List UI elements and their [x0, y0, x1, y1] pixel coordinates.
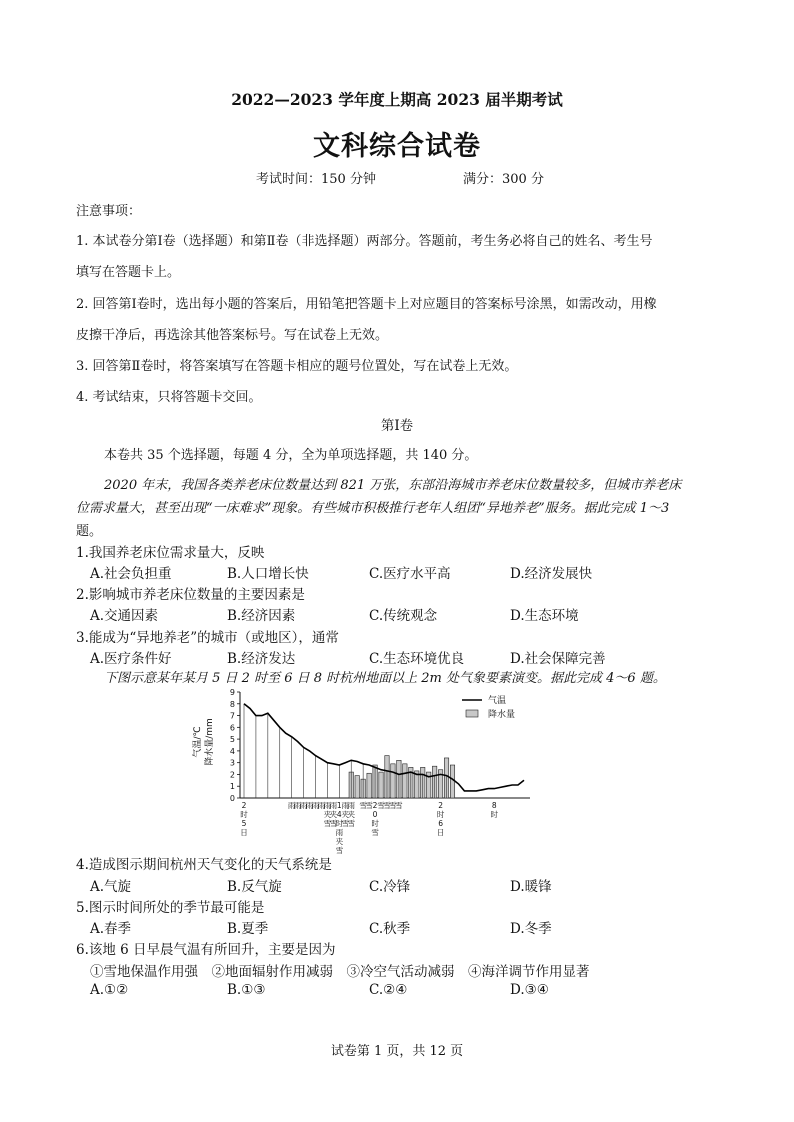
precip-bar	[379, 772, 383, 798]
x-tick-label: 1	[336, 801, 342, 810]
x-tick-label: 2	[372, 801, 378, 810]
x-tick-label: 夹	[329, 810, 338, 819]
x-tick-label: 4	[336, 810, 342, 819]
y-tick-label: 6	[229, 723, 235, 733]
question-2-option-d: D.生态环境	[510, 608, 579, 624]
exam-time: 考试时间：150 分钟	[256, 172, 376, 187]
question-6-option-b: B.①③	[227, 982, 266, 998]
question-1-option-d: D.经济发展快	[510, 566, 593, 582]
question-5-stem: 5.图示时间所处的季节最可能是	[76, 900, 265, 916]
subject-title: 文科综合试卷	[313, 131, 481, 162]
question-6-statements: ①雪地保温作用强 ②地面辐射作用减弱 ③冷空气活动减弱 ④海洋调节作用显著	[90, 964, 590, 980]
passage-1-line-3: 题。	[76, 524, 103, 539]
y-tick-label: 7	[229, 711, 235, 721]
x-tick-label: 雨	[299, 801, 308, 810]
x-tick-label: 日	[436, 828, 445, 837]
legend-temp-label: 气温	[488, 696, 507, 706]
y-tick-label: 4	[229, 746, 235, 756]
question-3-option-d: D.社会保障完善	[510, 651, 606, 667]
question-3-option-b: B.经济发达	[227, 651, 296, 667]
question-2-option-a: A.交通因素	[90, 608, 159, 624]
x-tick-label: 雪	[335, 846, 344, 855]
x-tick-label: 雪	[347, 819, 355, 828]
x-tick-label: 雨	[341, 801, 350, 810]
notice-item-1-line-1: 1. 本试卷分第Ⅰ卷（选择题）和第Ⅱ卷（非选择题）两部分。答题前，考生务必将自己的姓名、考生号	[76, 234, 653, 249]
question-3-stem: 3.能成为“异地养老”的城市（或地区），通常	[76, 630, 339, 646]
x-tick-label: 雪	[365, 801, 373, 810]
passage-1-line-2: 位需求量大，甚至出现“一床难求”现象。有些城市积极推行老年人组团“异地养老”服务。据此完成 1～3	[76, 501, 670, 516]
x-tick-label: 雨	[287, 801, 296, 810]
question-2-option-c: C.传统观念	[369, 608, 438, 624]
question-3-option-a: A.医疗条件好	[90, 651, 172, 667]
legend-precip-label: 降水量	[488, 710, 516, 720]
x-tick-label: 时	[371, 819, 379, 828]
passage-1-line-1: 2020 年末，我国各类养老床位数量达到 821 万张，东部沿海城市养老床位数量较多，但城市养老床	[104, 478, 682, 493]
y-tick-label: 8	[229, 699, 235, 709]
weather-chart	[190, 686, 550, 855]
x-tick-label: 雪	[323, 819, 332, 828]
section-title: 第Ⅰ卷	[380, 418, 414, 434]
question-4-stem: 4.造成图示期间杭州天气变化的天气系统是	[76, 857, 332, 873]
x-tick-label: 2	[241, 801, 247, 810]
question-5-option-b: B.夏季	[227, 921, 269, 937]
x-tick-label: 6	[438, 819, 443, 828]
y-tick-label: 5	[229, 735, 235, 745]
question-2-stem: 2.影响城市养老床位数量的主要因素是	[76, 587, 305, 603]
passage-2: 下图示意某年某月 5 日 2 时至 6 日 8 时杭州地面以上 2m 处气象要素演变。据此完成 4～6 题。	[104, 671, 666, 686]
x-tick-label: 时	[335, 819, 344, 828]
y-tick-label: 2	[229, 770, 235, 780]
y-tick-label: 0	[229, 794, 235, 803]
y-tick-label: 3	[229, 758, 235, 768]
x-tick-label: 雪	[329, 819, 338, 828]
x-tick-label: 夹	[323, 810, 332, 819]
x-tick-label: 0	[372, 810, 378, 819]
x-tick-label: 雨	[347, 801, 355, 810]
x-tick-label: 雪	[341, 819, 350, 828]
x-tick-label: 时	[240, 810, 248, 819]
notice-heading: 注意事项：	[76, 204, 142, 219]
x-tick-label: 日	[240, 828, 248, 837]
x-tick-label: 雪	[359, 801, 367, 810]
x-tick-label: 夹	[335, 837, 344, 846]
question-6-option-a: A.①②	[90, 982, 129, 998]
question-4-option-a: A.气旋	[90, 879, 132, 895]
notice-item-3: 3. 回答第Ⅱ卷时，将答案填写在答题卡相应的题号位置处，写在试卷上无效。	[76, 359, 518, 374]
question-4-option-c: C.冷锋	[369, 879, 411, 895]
notice-item-1-line-2: 填写在答题卡上。	[76, 265, 181, 280]
x-tick-label: 5	[241, 819, 247, 828]
x-tick-label: 2	[438, 801, 443, 810]
x-tick-label: 雨	[335, 828, 344, 837]
x-tick-label: 雨	[323, 801, 332, 810]
question-5-option-a: A.春季	[90, 921, 132, 937]
x-tick-label: 雪	[389, 801, 397, 810]
x-tick-label: 雨	[311, 801, 320, 810]
x-tick-label: 8	[491, 801, 497, 810]
legend-precip-swatch	[466, 710, 478, 717]
exam-score: 满分：300 分	[463, 172, 544, 187]
x-tick-label: 雪	[371, 828, 379, 837]
notice-item-4: 4. 考试结束，只将答题卡交回。	[76, 390, 262, 405]
question-6-option-c: C.②④	[369, 982, 408, 998]
section-intro: 本卷共 35 个选择题，每题 4 分，全为单项选择题，共 140 分。	[104, 448, 478, 463]
x-tick-label: 雨	[293, 801, 302, 810]
page-footer: 试卷第 1 页，共 12 页	[330, 1044, 464, 1059]
y-tick-label: 9	[229, 688, 235, 697]
exam-title: 2022—2023 学年度上期高 2023 届半期考试	[231, 90, 563, 109]
question-1-option-a: A.社会负担重	[90, 566, 172, 582]
precip-bar	[355, 776, 359, 798]
y-axis-label-temp: 气温/℃	[193, 726, 203, 758]
x-tick-label: 雪	[395, 801, 403, 810]
question-3-option-c: C.生态环境优良	[369, 651, 465, 667]
x-tick-label: 时	[436, 810, 445, 819]
question-5-option-c: C.秋季	[369, 921, 411, 937]
question-4-option-d: D.暖锋	[510, 879, 552, 895]
question-1-option-c: C.医疗水平高	[369, 566, 451, 582]
precip-bar	[391, 764, 395, 798]
x-tick-label: 夹	[341, 810, 350, 819]
x-tick-label: 雪	[383, 801, 391, 810]
x-tick-label: 雨	[305, 801, 314, 810]
x-tick-label: 雨	[317, 801, 326, 810]
question-5-option-d: D.冬季	[510, 921, 552, 937]
notice-item-2-line-1: 2. 回答第Ⅰ卷时，选出每小题的答案后，用铅笔把答题卡上对应题目的答案标号涂黑，如需改动，用橡	[76, 297, 657, 312]
question-2-option-b: B.经济因素	[227, 608, 296, 624]
x-tick-label: 夹	[347, 810, 355, 819]
precip-bar	[367, 773, 371, 798]
temperature-line	[244, 704, 524, 791]
question-6-stem: 6.该地 6 日早晨气温有所回升，主要是因为	[76, 942, 336, 958]
y-axis-label-precip: 降水量/mm	[205, 718, 215, 766]
x-tick-label: 雪	[377, 801, 385, 810]
question-1-stem: 1.我国养老床位需求量大，反映	[76, 545, 265, 561]
x-tick-label: 雨	[329, 801, 338, 810]
x-tick-label: 时	[490, 810, 498, 819]
precip-bar	[450, 765, 454, 798]
question-1-option-b: B.人口增长快	[227, 566, 309, 582]
precip-bar	[403, 764, 407, 798]
question-6-option-d: D.③④	[510, 982, 549, 998]
y-tick-label: 1	[229, 782, 235, 792]
notice-item-2-line-2: 皮擦干净后，再选涂其他答案标号。写在试卷上无效。	[76, 328, 389, 343]
question-4-option-b: B.反气旋	[227, 879, 282, 895]
